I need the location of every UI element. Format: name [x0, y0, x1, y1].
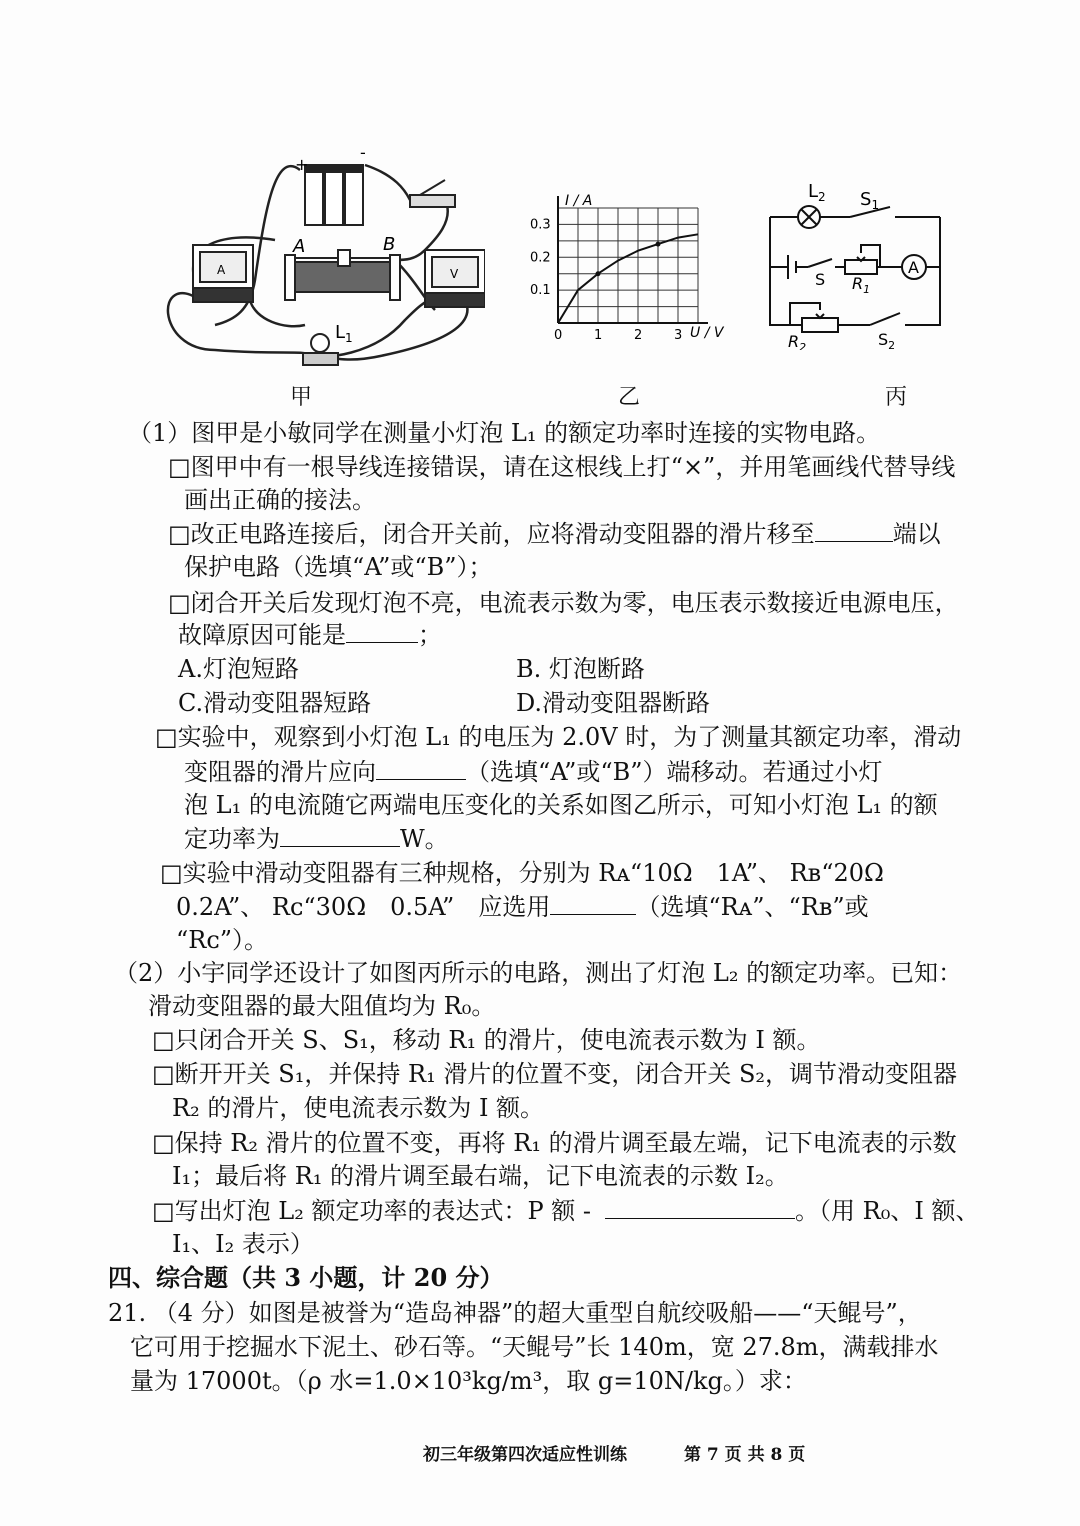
answer-blank-4[interactable] — [280, 824, 400, 847]
q2-d-line2: I₁、I₂ 表示） — [172, 1230, 314, 1258]
q1-c-line2 — [178, 620, 442, 650]
footer-title: 初三年级第四次适应性训练 — [423, 1445, 627, 1465]
battery-plus-label: + — [295, 155, 309, 174]
q1-e-text-end: （选填“Rᴀ”、“Rʙ”或 — [636, 893, 869, 921]
y-tick-label: 0.3 — [530, 217, 551, 233]
figure-bing-schematic — [760, 175, 950, 350]
option-b: B. 灯泡断路 — [516, 655, 645, 683]
q21-line3: 量为 17000t。（ρ 水=1.0×10³kg/m³，取 g=10N/kg。）求： — [130, 1367, 807, 1395]
ammeter-label: A — [217, 263, 226, 277]
bing-s1-label: $S_1$ — [860, 189, 880, 212]
q2-c-line2: I₁；最后将 R₁ 的滑片调至最右端，记下电流表的示数 I₂。 — [172, 1162, 789, 1190]
y-tick-label: 0.2 — [530, 250, 551, 266]
section-4-heading: 四、综合题（共 3 小题，计 20 分） — [108, 1263, 504, 1292]
answer-blank-2[interactable] — [346, 620, 418, 643]
q1-d4-text-end: W。 — [400, 825, 449, 853]
terminal-a-label: A — [293, 236, 306, 257]
q1-b-line1 — [168, 519, 941, 549]
q1-e-text: 0.2A”、 Rᴄ“30Ω 0.5A” 应选用 — [176, 893, 551, 921]
iu-curve — [558, 234, 698, 323]
q2-d-text-end: 。（用 R₀、I 额、 — [795, 1197, 980, 1225]
footer-page-number: 第 7 页 共 8 页 — [684, 1445, 806, 1465]
q21-line2: 它可用于挖掘水下泥土、砂石等。“天鲲号”长 140m，宽 27.8m，满载排水 — [130, 1333, 939, 1361]
q1-intro: （1）图甲是小敏同学在测量小灯泡 L₁ 的额定功率时连接的实物电路。 — [128, 419, 881, 447]
yi-ylabel: I / A — [565, 193, 593, 209]
answer-blank-5[interactable] — [550, 892, 636, 915]
q2-intro-line2: 滑动变阻器的最大阻值均为 R₀。 — [148, 992, 496, 1020]
q1-c-text: 故障原因可能是 — [178, 621, 346, 649]
q1-c-text-end: ； — [418, 621, 442, 649]
q1-d-text: 变阻器的滑片应向 — [184, 758, 376, 786]
q1-d-line1: □实验中，观察到小灯泡 L₁ 的电压为 2.0V 时，为了测量其额定功率，滑动 — [155, 723, 962, 751]
q1-e-line2 — [176, 892, 869, 922]
q2-a: □只闭合开关 S、S₁，移动 R₁ 的滑片，使电流表示数为 I 额。 — [152, 1026, 821, 1054]
bing-r2-label: $R_2$ — [788, 332, 807, 350]
q2-b-line1: □断开开关 S₁，并保持 R₁ 滑片的位置不变，闭合开关 S₂，调节滑动变阻器 — [152, 1060, 958, 1088]
bing-r1-label: $R_1$ — [852, 274, 871, 296]
x-tick-label: 2 — [634, 328, 643, 343]
q2-b-line2: R₂ 的滑片，使电流表示数为 I 额。 — [172, 1094, 545, 1122]
y-tick-label: 0.1 — [530, 283, 551, 299]
battery-minus-label: - — [360, 150, 366, 162]
x-tick-label: 0 — [554, 328, 563, 343]
q2-d-line1 — [152, 1196, 979, 1226]
terminal-b-label: B — [383, 234, 396, 255]
figure-jia-label: 甲 — [290, 385, 313, 410]
figure-jia-circuit — [155, 150, 485, 375]
curve-point — [656, 242, 661, 247]
option-a: A.灯泡短路 — [178, 655, 299, 683]
q1-b-line2: 保护电路（选填“A”或“B”）； — [184, 553, 493, 581]
bing-s2-label: $S_2$ — [878, 330, 896, 350]
q1-a-line2: 画出正确的接法。 — [184, 486, 376, 514]
lamp-l1-label: $L_1$ — [335, 322, 353, 345]
answer-blank-1[interactable] — [815, 519, 893, 542]
q1-d-line2 — [184, 757, 883, 787]
bing-s-label: S — [815, 270, 826, 289]
q1-c-line1: □闭合开关后发现灯泡不亮，电流表示数为零，电压表示数接近电源电压， — [168, 589, 959, 617]
q1-b-text-end: 端以 — [892, 520, 941, 548]
q21-line1: 21. （4 分）如图是被誉为“造岛神器”的超大重型自航绞吸船——“天鲲号”， — [108, 1299, 922, 1327]
bing-ammeter-label: A — [908, 258, 919, 277]
figure-yi-graph — [520, 185, 730, 345]
q1-d-line3: 泡 L₁ 的电流随它两端电压变化的关系如图乙所示，可知小灯泡 L₁ 的额 — [184, 791, 938, 819]
q1-d-line4 — [184, 824, 449, 854]
q1-e-line1: □实验中滑动变阻器有三种规格，分别为 Rᴀ“10Ω 1A”、 Rʙ“20Ω — [160, 859, 884, 887]
option-c: C.滑动变阻器短路 — [178, 689, 372, 717]
answer-blank-3[interactable] — [376, 757, 466, 780]
option-d: D.滑动变阻器断路 — [516, 689, 711, 717]
x-tick-label: 3 — [674, 328, 683, 343]
x-tick-label: 1 — [594, 328, 603, 343]
voltmeter-label: V — [450, 267, 459, 281]
q2-intro: （2）小宇同学还设计了如图丙所示的电路，测出了灯泡 L₂ 的额定功率。已知： — [114, 959, 963, 987]
figure-bing-label: 丙 — [885, 385, 908, 410]
q1-d4-text: 定功率为 — [184, 825, 280, 853]
yi-xlabel: U / V — [690, 325, 724, 341]
q1-a-line1: □图甲中有一根导线连接错误，请在这根线上打“×”，并用笔画线代替导线 — [168, 453, 956, 481]
figure-yi-label: 乙 — [618, 385, 641, 410]
q1-e-line3: “Rᴄ”）。 — [176, 926, 269, 954]
bing-l2-label: $L_2$ — [808, 181, 826, 204]
q1-b-text: □改正电路连接后，闭合开关前，应将滑动变阻器的滑片移至 — [168, 520, 815, 548]
q2-c-line1: □保持 R₂ 滑片的位置不变，再将 R₁ 的滑片调至最左端，记下电流表的示数 — [152, 1129, 957, 1157]
answer-blank-6[interactable] — [605, 1196, 795, 1219]
curve-point — [596, 271, 601, 276]
q2-d-text: □写出灯泡 L₂ 额定功率的表达式：P 额 - — [152, 1197, 592, 1225]
q1-d-text-end: （选填“A”或“B”）端移动。若通过小灯 — [466, 758, 883, 786]
